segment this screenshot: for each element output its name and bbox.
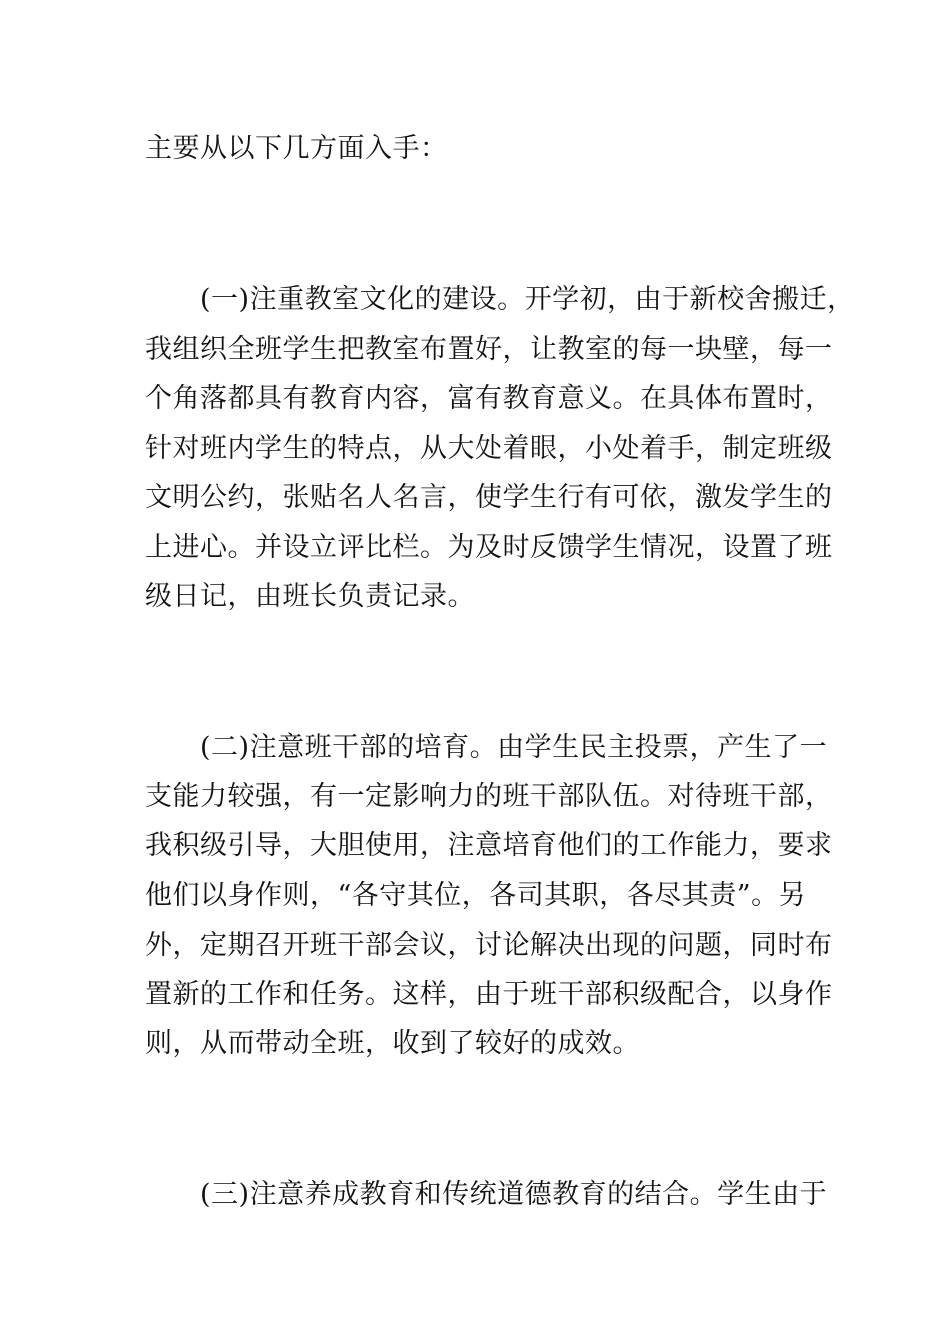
paragraph-line: (三)注意养成教育和传统道德教育的结合。学生由于	[200, 1179, 828, 1210]
paragraph-line: 外，定期召开班干部会议，讨论解决出现的问题，同时布	[145, 930, 833, 961]
paragraph-line: 我积级引导，大胆使用，注意培育他们的工作能力，要求	[145, 830, 833, 861]
paragraph-line: 支能力较强，有一定影响力的班干部队伍。对待班干部，	[145, 781, 833, 812]
paragraph-line: 级日记，由班长负责记录。	[145, 581, 475, 612]
paragraph-line: 我组织全班学生把教室布置好，让教室的每一块壁，每一	[145, 334, 833, 365]
intro-line: 主要从以下几方面入手：	[145, 133, 448, 164]
paragraph-line: 他们以身作则，“各守其位，各司其职，各尽其责”。另	[145, 880, 807, 911]
paragraph-line: 针对班内学生的特点，从大处着眼，小处着手，制定班级	[145, 433, 833, 464]
paragraph-line: 则，从而带动全班，收到了较好的成效。	[145, 1028, 640, 1059]
paragraph-line: (二)注意班干部的培育。由学生民主投票，产生了一	[200, 732, 828, 763]
paragraph-line: 上进心。并设立评比栏。为及时反馈学生情况，设置了班	[145, 532, 833, 563]
paragraph-line: (一)注重教室文化的建设。开学初，由于新校舍搬迁，	[200, 284, 855, 315]
paragraph-line: 个角落都具有教育内容，富有教育意义。在具体布置时，	[145, 383, 833, 414]
paragraph-line: 文明公约，张贴名人名言，使学生行有可依，激发学生的	[145, 482, 833, 513]
paragraph-line: 置新的工作和任务。这样，由于班干部积级配合，以身作	[145, 979, 833, 1010]
